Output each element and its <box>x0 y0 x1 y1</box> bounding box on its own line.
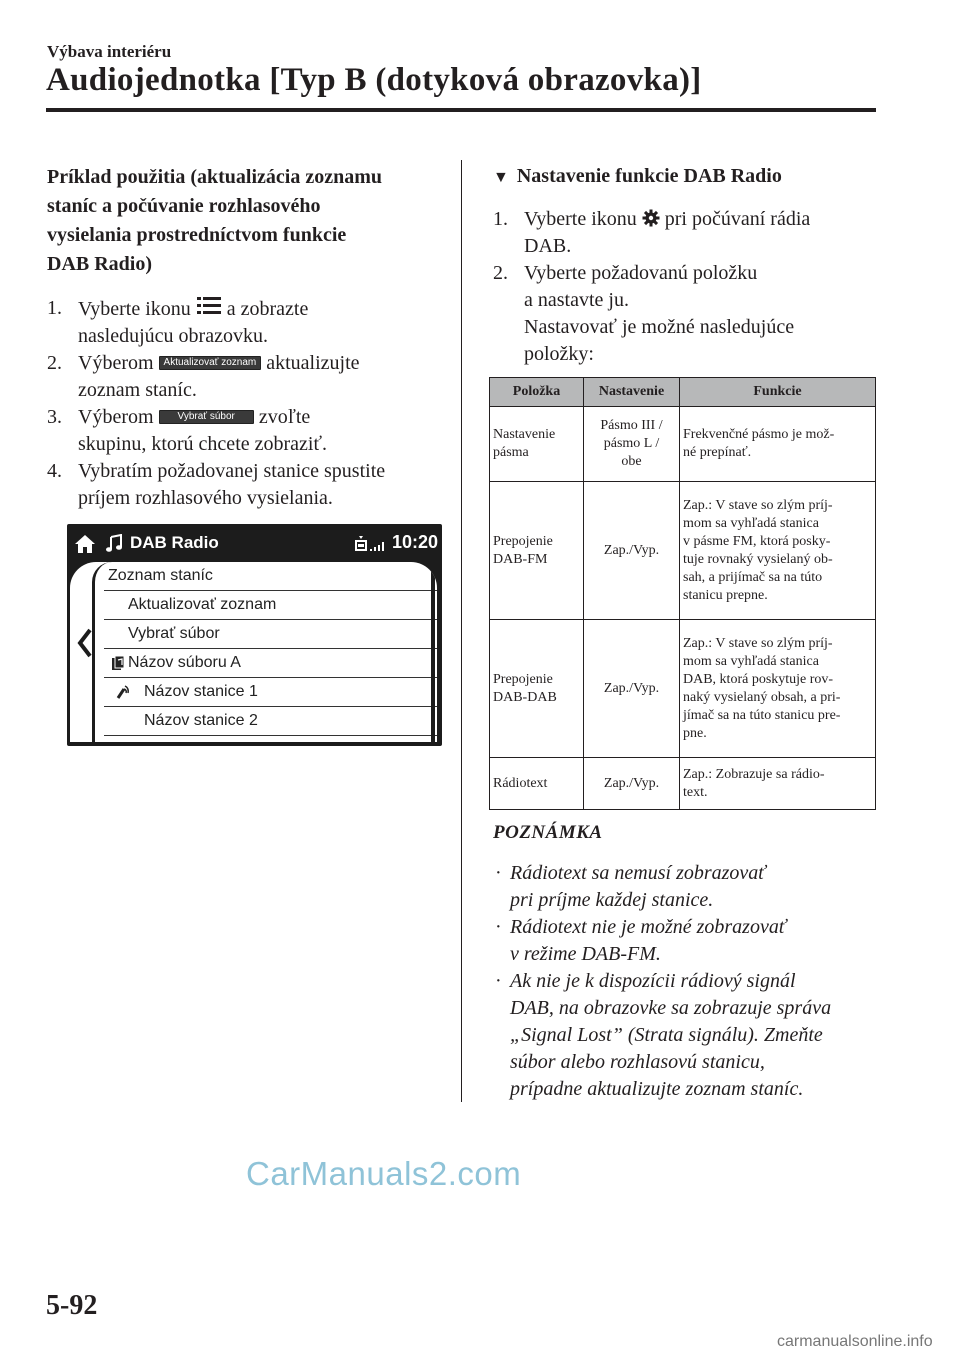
table-cell-function <box>680 620 876 758</box>
note-line: Rádiotext sa nemusí zobrazovať <box>510 862 766 884</box>
note-line: prípadne aktualizujte zoznam staníc. <box>510 1078 804 1100</box>
example-steps <box>47 295 447 512</box>
step-text: a zobrazte <box>226 298 309 320</box>
page-title: Audiojednotka [Typ B (dotyková obrazovka)] <box>46 62 702 98</box>
left-column <box>47 163 447 512</box>
table-cell-setting <box>584 407 680 482</box>
step-number: 4. <box>47 460 62 482</box>
note-line: pri príjme každej stanice. <box>510 889 714 911</box>
table-cell-function <box>680 482 876 620</box>
step-text: Výberom <box>78 352 154 374</box>
example-heading <box>47 163 447 279</box>
list-item-label: Vybrať súbor <box>128 625 220 642</box>
home-icon[interactable] <box>73 533 97 555</box>
note-title: POZNÁMKA <box>493 822 603 843</box>
signal-status-icon <box>353 535 387 555</box>
column-divider <box>461 160 462 1102</box>
step-number: 2. <box>493 262 508 284</box>
cell-line: Zap.: Zobrazuje sa rádio- <box>683 766 825 782</box>
settings-table <box>489 377 876 810</box>
cell-line: mom sa vyhľadá stanica <box>683 515 819 531</box>
antenna-icon <box>116 685 132 700</box>
step-text: položky: <box>524 343 594 365</box>
table-cell-item <box>490 407 584 482</box>
table-row <box>490 758 876 810</box>
note-item <box>493 860 883 914</box>
table-cell-function <box>680 407 876 482</box>
step-number: 1. <box>493 208 508 230</box>
table-cell-item <box>490 758 584 810</box>
list-item-update-list[interactable] <box>104 591 437 620</box>
gear-icon <box>642 209 660 227</box>
step-item <box>47 350 447 404</box>
step-text: skupinu, ktorú chcete zobraziť. <box>78 433 328 455</box>
update-list-button-chip: Aktualizovať zoznam <box>159 356 262 370</box>
settings-steps <box>493 206 878 368</box>
cell-line: Zap./Vyp. <box>603 775 660 791</box>
table-cell-item <box>490 482 584 620</box>
note-list <box>493 860 883 1103</box>
page-number: 5-92 <box>46 1290 98 1321</box>
column-header: Položka <box>490 378 584 407</box>
step-text: Vyberte ikonu <box>524 208 637 230</box>
cell-line: né prepínať. <box>683 445 752 460</box>
note-box <box>493 822 883 1103</box>
step-item <box>493 206 878 260</box>
music-note-icon <box>104 534 124 554</box>
note-line: „Signal Lost” (Strata signálu). Zmeňte <box>510 1024 823 1046</box>
cell-line: pne. <box>683 725 707 741</box>
list-item-label: Názov súboru A <box>128 654 241 671</box>
table-cell-setting <box>584 758 680 810</box>
step-text: DAB. <box>524 235 572 257</box>
cell-line: Zap.: V stave so zlým príj- <box>683 497 833 513</box>
step-text: Vyberte požadovanú položku <box>524 262 758 284</box>
cell-line: pásma <box>493 445 529 460</box>
cell-line: Prepojenie <box>493 533 553 549</box>
step-item <box>47 295 447 350</box>
footer-site-mark: carmanualsonline.info <box>777 1333 933 1350</box>
watermark: CarManuals2.com <box>246 1155 522 1192</box>
list-item-station-2[interactable] <box>104 707 437 736</box>
dab-settings-heading <box>493 163 878 191</box>
step-item <box>47 404 447 458</box>
cell-line: Prepojenie <box>493 671 553 687</box>
list-item-select-file[interactable] <box>104 620 437 649</box>
cell-line: pásmo L / <box>603 436 660 451</box>
dab-radio-screen <box>67 524 442 746</box>
cell-line: Nastavenie <box>493 427 556 442</box>
heading-line: staníc a počúvanie rozhlasového <box>47 195 321 217</box>
screen-top-bar <box>67 524 442 562</box>
bullet-dot-icon: · <box>495 916 502 938</box>
heading-line: DAB Radio) <box>47 253 153 275</box>
step-text: príjem rozhlasového vysielania. <box>78 487 333 509</box>
note-line: Rádiotext nie je možné zobrazovať <box>510 916 787 938</box>
list-item-label: Aktualizovať zoznam <box>128 596 277 613</box>
cell-line: Zap./Vyp. <box>603 680 660 696</box>
step-text: zvoľte <box>258 406 311 428</box>
cell-line: stanicu prepne. <box>683 587 768 603</box>
select-file-button-chip: Vybrať súbor <box>159 410 254 424</box>
note-line: DAB, na obrazovke sa zobrazuje správa <box>510 997 832 1019</box>
cell-line: text. <box>683 784 708 800</box>
cell-line: Rádiotext <box>493 775 548 791</box>
cell-line: DAB-FM <box>493 551 548 567</box>
list-item-file-a[interactable] <box>104 649 437 678</box>
note-item <box>493 968 883 1103</box>
cell-line: DAB-DAB <box>493 689 557 705</box>
note-line: Ak nie je k dispozícii rádiový signál <box>510 970 796 992</box>
triangle-bullet-icon: ▼ <box>493 169 509 186</box>
step-text: Vybratím požadovanej stanice spustite <box>78 460 386 482</box>
step-number: 1. <box>47 297 62 319</box>
cell-line: mom sa vyhľadá stanica <box>683 653 819 669</box>
list-item-station-1[interactable] <box>104 678 437 707</box>
step-text: a nastavte ju. <box>524 289 629 311</box>
step-text: aktualizujte <box>266 352 360 374</box>
title-rule <box>46 108 876 112</box>
step-text: pri počúvaní rádia <box>664 208 811 230</box>
table-cell-item <box>490 620 584 758</box>
note-item <box>493 914 883 968</box>
column-header: Funkcie <box>680 378 876 407</box>
section-label: Výbava interiéru <box>47 42 172 61</box>
step-number: 3. <box>47 406 62 428</box>
step-number: 2. <box>47 352 62 374</box>
heading-line: vysielania prostredníctvom funkcie <box>47 224 347 246</box>
cell-line: tuje rovnaký vysielaný ob- <box>683 551 833 567</box>
list-item-label: Názov stanice 1 <box>144 683 258 700</box>
step-text: nasledujúcu obrazovku. <box>78 325 268 347</box>
table-cell-setting <box>584 620 680 758</box>
screen-title: DAB Radio <box>130 533 219 552</box>
cell-line: Pásmo III / <box>600 418 663 433</box>
table-cell-setting <box>584 482 680 620</box>
list-item-label: Názov stanice 2 <box>144 712 258 729</box>
list-icon <box>196 295 222 317</box>
step-item <box>47 458 447 512</box>
cell-line: DAB, ktorá poskytuje rov- <box>683 671 834 687</box>
cell-line: v pásme FM, ktorá posky- <box>683 533 831 549</box>
step-item <box>493 260 878 368</box>
right-column <box>493 163 878 368</box>
table-cell-function <box>680 758 876 810</box>
heading-text: Nastavenie funkcie DAB Radio <box>516 165 782 187</box>
note-line: súbor alebo rozhlasovú stanicu, <box>510 1051 765 1073</box>
cell-line: Frekvenčné pásmo je mož- <box>683 427 835 442</box>
step-text: Výberom <box>78 406 154 428</box>
table-row <box>490 407 876 482</box>
station-list-panel <box>70 562 437 742</box>
step-text: zoznam staníc. <box>78 379 197 401</box>
bullet-dot-icon: · <box>495 970 502 992</box>
list-scrollbar[interactable] <box>431 568 435 742</box>
column-header: Nastavenie <box>584 378 680 407</box>
table-row <box>490 482 876 620</box>
cell-line: jímač sa na túto stanicu pre- <box>683 707 841 723</box>
heading-line: Príklad použitia (aktualizácia zoznamu <box>47 166 382 188</box>
table-header-row <box>490 378 876 407</box>
bullet-dot-icon: · <box>495 862 502 884</box>
cell-line: naký vysielaný obsah, a pri- <box>683 689 841 705</box>
note-line: v režime DAB-FM. <box>510 943 661 965</box>
cell-line: obe <box>621 454 642 469</box>
cell-line: sah, a prijímač sa na túto <box>683 569 823 585</box>
file-icon <box>111 656 125 671</box>
clock: 10:20 <box>392 532 439 552</box>
cell-line: Zap.: V stave so zlým príj- <box>683 635 833 651</box>
table-row <box>490 620 876 758</box>
cell-line: Zap./Vyp. <box>603 542 660 558</box>
step-text: Vyberte ikonu <box>78 298 191 320</box>
list-item-label: Zoznam staníc <box>108 567 213 584</box>
list-header-station-list <box>104 562 437 591</box>
step-text: Nastavovať je možné nasledujúce <box>524 316 795 338</box>
